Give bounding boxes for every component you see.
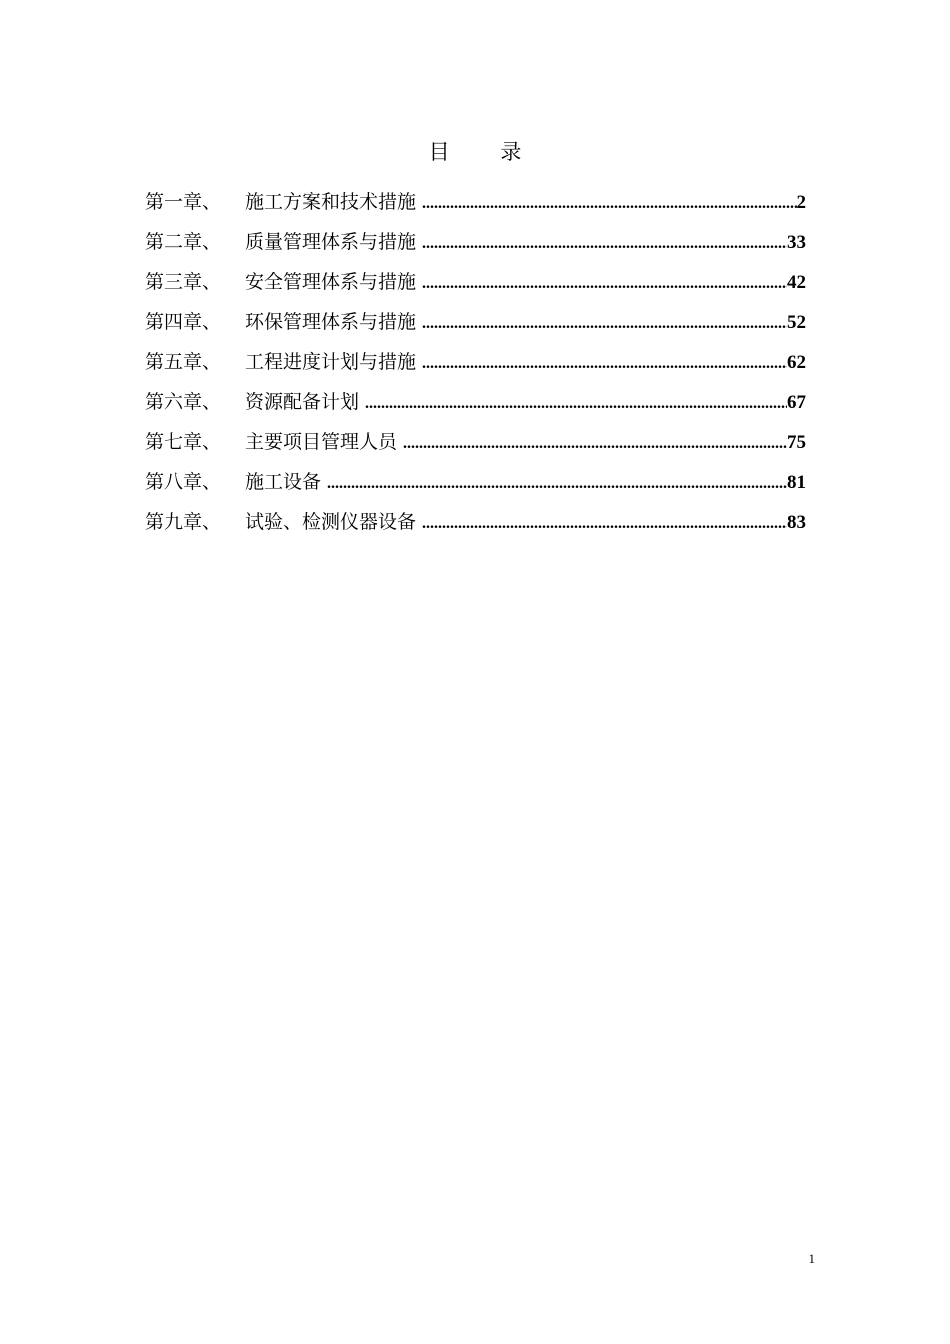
toc-chapter-number: 第一章、 [145,191,222,213]
toc-entry[interactable] [145,342,806,382]
toc-entry[interactable] [145,302,806,342]
toc-chapter-title: 环保管理体系与措施 [245,311,417,333]
toc-dot-leader [422,504,787,544]
toc-chapter-title: 质量管理体系与措施 [245,231,417,253]
toc-chapter-title: 工程进度计划与措施 [245,351,417,373]
toc-page-number: 52 [787,312,806,333]
toc-page-number: 33 [787,232,806,253]
toc-chapter-number: 第三章、 [145,271,222,293]
toc-page-number: 42 [787,272,806,293]
toc-chapter-number: 第九章、 [145,511,222,533]
toc-dot-leader [422,184,796,224]
toc-entry[interactable] [145,422,806,462]
toc-chapter-title: 安全管理体系与措施 [245,271,417,293]
toc-dot-leader [422,304,787,344]
toc-page-number: 75 [787,432,806,453]
toc-entry[interactable] [145,222,806,262]
toc-chapter-number: 第二章、 [145,231,222,253]
toc-entry[interactable] [145,382,806,422]
toc-chapter-title: 施工方案和技术措施 [245,191,417,213]
page-number: 1 [808,1251,815,1266]
toc-chapter-number: 第五章、 [145,351,222,373]
toc-entry[interactable] [145,462,806,502]
toc-dot-leader [327,464,787,504]
toc-page-number: 67 [787,392,806,413]
toc-page-number: 83 [787,512,806,533]
toc-dot-leader [422,224,787,264]
toc-chapter-title: 施工设备 [245,471,322,493]
toc-page-number: 81 [787,472,806,493]
toc-page-number: 2 [796,192,806,213]
toc-title: 目 录 [428,140,544,164]
toc-chapter-number: 第七章、 [145,431,222,453]
toc-chapter-title: 资源配备计划 [245,391,360,413]
toc-chapter-number: 第六章、 [145,391,222,413]
toc-entry[interactable] [145,502,806,542]
toc-dot-leader [403,424,787,464]
toc-entry[interactable] [145,182,806,222]
toc-chapter-number: 第八章、 [145,471,222,493]
toc-dot-leader [365,384,787,424]
table-of-contents [145,182,806,542]
toc-dot-leader [422,264,787,304]
toc-dot-leader [422,344,787,384]
toc-page-number: 62 [787,352,806,373]
toc-chapter-number: 第四章、 [145,311,222,333]
toc-chapter-title: 主要项目管理人员 [245,431,398,453]
toc-entry[interactable] [145,262,806,302]
toc-chapter-title: 试验、检测仪器设备 [245,511,417,533]
